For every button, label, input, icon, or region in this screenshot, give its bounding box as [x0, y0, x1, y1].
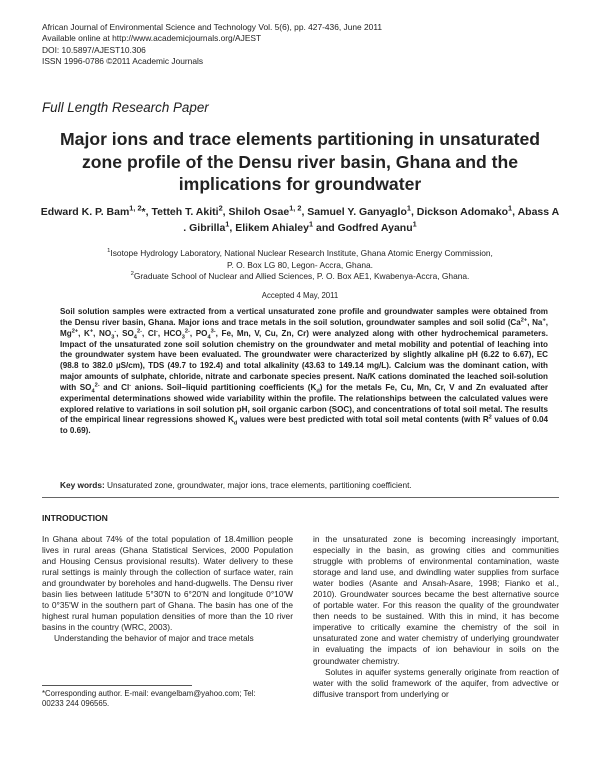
author-name: , Abass A . Gibrilla	[183, 206, 560, 234]
author-name: , Samuel Y. Ganyaglo	[301, 206, 407, 218]
abstract-text: , PO	[189, 328, 208, 338]
author-name: , Shiloh Osae	[222, 206, 290, 218]
journal-line: African Journal of Environmental Science and Technology Vol. 5(6), pp. 427-436, June 2011	[42, 22, 383, 32]
abstract-text: values of 0.04 to 0.69).	[60, 415, 548, 436]
affiliation-1	[40, 248, 560, 260]
ion-charge: +	[89, 328, 94, 334]
ion-charge: 3-	[210, 328, 216, 334]
author-affil-mark: 1	[308, 219, 314, 228]
section-heading: INTRODUCTION	[42, 513, 108, 523]
abstract-text: and Cl	[99, 382, 130, 392]
ion-charge: 2-	[184, 328, 190, 334]
author-name: Edward K. P. Bam	[40, 206, 130, 218]
body-column-right	[313, 534, 559, 700]
affiliation-text: Graduate School of Nuclear and Allied Sciences, P. O. Box AE1, Kwabenya-Accra, Ghana.	[133, 271, 470, 282]
author-affil-mark: 1, 2	[289, 203, 302, 213]
author-name: , Elikem Ahialey	[229, 221, 309, 234]
author-affil-mark: 1	[508, 203, 513, 213]
ion-charge: -	[129, 382, 132, 389]
author-name: *, Tetteh T. Akiti	[141, 206, 219, 218]
available-online-line: Available online at http://www.academicjournals.org/AJEST	[42, 33, 262, 44]
kd-subscript: d	[316, 388, 320, 395]
body-paragraph: in the unsaturated zone is becoming increasingly important, especially in the basin, as growing cities and communities struggle with problems of environmental contamination, waste storage and land use, and dwindling water supplies from surface water bodies (Asante and Ansah-Asare, 1998; Fianko et al., 2010). Groundwater sources became the best alternative source of portable water. For this reason the quality of the groundwater then needs to be sustained. With this in mind, it has become imperative to critically examine the chemistry of the soil in unsaturated zone and water chemistry of underlying groundwater in evaluating the impacts of ion behaviour in soils on the groundwater chemistry.	[313, 534, 559, 666]
abstract-text: ) for the metals Fe, Cu, Mn, Cr, V and Zn evaluated after experimental determinations showed wide variability within the profile. The relationships between the calculated values were explored relative to variations in soil solution pH, soil organic carbon (SOC), and concentrations of total soil metal. The results of the empirical linear regressions showed K	[60, 382, 548, 425]
abstract-text: , Mg	[60, 317, 548, 338]
author-affil-mark: 1	[412, 219, 417, 228]
journal-header	[42, 22, 382, 68]
abstract-text: , Fe, Mn, V, Cu, Zn, Cr) were analyzed along with other hydrochemical parameters. Impact of the unsaturated zone soil solution chemistry on the groundwater and metal mobility and potential of leaching into the groundwater system have been evaluated. The groundwater were characterized by slightly alkaline pH (6.22 to 6.67), EC (98.8 to 382.0 µS/cm), TDS (49.7 to 192.4) and total alkalinity (43.63 to 149.14 mg/L). Calcium was the dominant cation, with major amounts of sulphate, chloride, nitrate and carbonate species present. Na/K cations dominated the leached soil-solution with SO	[60, 328, 548, 392]
affiliation-number: 2	[130, 271, 134, 278]
author-affil-mark: 1	[406, 203, 411, 213]
ion-charge: -	[114, 328, 117, 334]
abstract-text: values were best predicted with total soil metal contents (with R	[237, 415, 489, 425]
body-paragraph: In Ghana about 74% of the total population of 18.4million people lives in rural areas (Ghana Statistical Services, 2000 Population and Housing Census provisional results). Water delivery to these rural settings is mainly through the collection of surface water, rain and groundwater by boreholes and hand-dugwells. The Densu river basin lies between latitude 5°30'N to 6°20'N and longitude 0°10'W to 0°35'W in the southern part of Ghana. The basin has one of the highest rural human population densities of more than the 10 river basins in the country (WRC, 2003).	[42, 534, 293, 633]
keywords-label: Key words:	[60, 480, 105, 490]
abstract-text: , Cl	[141, 328, 156, 338]
paper-title: Major ions and trace elements partitioning in unsaturated zone profile of the Densu river basin, Ghana and the implications for groundwater	[60, 129, 540, 194]
abstract-text: , HCO	[157, 328, 182, 338]
ion-subscript: 4	[133, 334, 137, 341]
ion-charge: +	[542, 317, 546, 324]
author-affil-mark: 2	[218, 203, 223, 213]
abstract-text: anions. Soil–liquid partitioning coefficients (K	[131, 382, 317, 392]
keywords-text: Unsaturated zone, groundwater, major ions, trace elements, partitioning coefficient.	[104, 480, 412, 490]
r-squared-superscript: 2	[488, 414, 492, 421]
abstract-text: , NO	[93, 328, 112, 338]
author-affil-mark: 1	[225, 219, 230, 228]
abstract	[60, 307, 548, 437]
body-paragraph: Solutes in aquifer systems generally originate from reaction of water with the solid framework of the aquifer, from advective or diffusive transport from underlying or	[313, 666, 559, 699]
abstract-text: , K	[78, 328, 90, 338]
body-column-left	[42, 534, 293, 644]
section-divider	[42, 497, 559, 498]
ion-charge: 2-	[136, 328, 142, 334]
ion-charge: 2+	[71, 328, 79, 334]
affiliation-text: Isotope Hydrology Laboratory, National Nuclear Research Institute, Ghana Atomic Energy Commission,	[110, 248, 493, 258]
abstract-text: Soil solution samples were extracted from a vertical unsaturated zone profile and groundwater samples were obtained from the Densu river basin, Ghana. Major ions and trace metals in the soil solution, groundwater samples and soil solid (Ca	[60, 307, 548, 327]
footnote	[42, 689, 292, 710]
ion-subscript: 3	[111, 334, 115, 341]
footnote-divider	[42, 685, 192, 686]
affiliation-1-address: P. O. Box LG 80, Legon- Accra, Ghana.	[226, 259, 374, 270]
author-affil-mark: 1, 2	[129, 203, 142, 213]
affiliation-number: 1	[107, 248, 111, 255]
ion-subscript: 4	[91, 388, 95, 395]
ion-subscript: 3	[181, 334, 185, 341]
body-paragraph: Understanding the behavior of major and trace metals	[54, 633, 254, 644]
abstract-text: , SO	[116, 328, 134, 338]
abstract-text: , Na	[527, 317, 543, 327]
ion-subscript: 4	[207, 334, 211, 341]
author-name: and Godfred Ayanu	[313, 221, 413, 234]
accepted-date: Accepted 4 May, 2011	[261, 291, 339, 300]
affiliations	[40, 248, 560, 283]
footnote-line: *Corresponding author. E-mail: evangelbam@yahoo.com; Tel:	[42, 689, 256, 698]
ion-charge: -	[155, 328, 158, 334]
affiliation-2	[40, 271, 560, 283]
paper-type: Full Length Research Paper	[42, 100, 209, 115]
keywords	[60, 480, 548, 490]
kd-subscript: d	[233, 421, 238, 428]
author-list	[40, 205, 560, 236]
doi-line: DOI: 10.5897/AJEST10.306	[42, 44, 146, 55]
ion-charge: 2+	[520, 317, 528, 324]
footnote-line: 00233 244 096565.	[42, 699, 110, 709]
author-name: , Dickson Adomako	[410, 206, 509, 218]
issn-line: ISSN 1996-0786 ©2011 Academic Journals	[42, 56, 204, 67]
ion-charge: 2-	[94, 382, 100, 389]
